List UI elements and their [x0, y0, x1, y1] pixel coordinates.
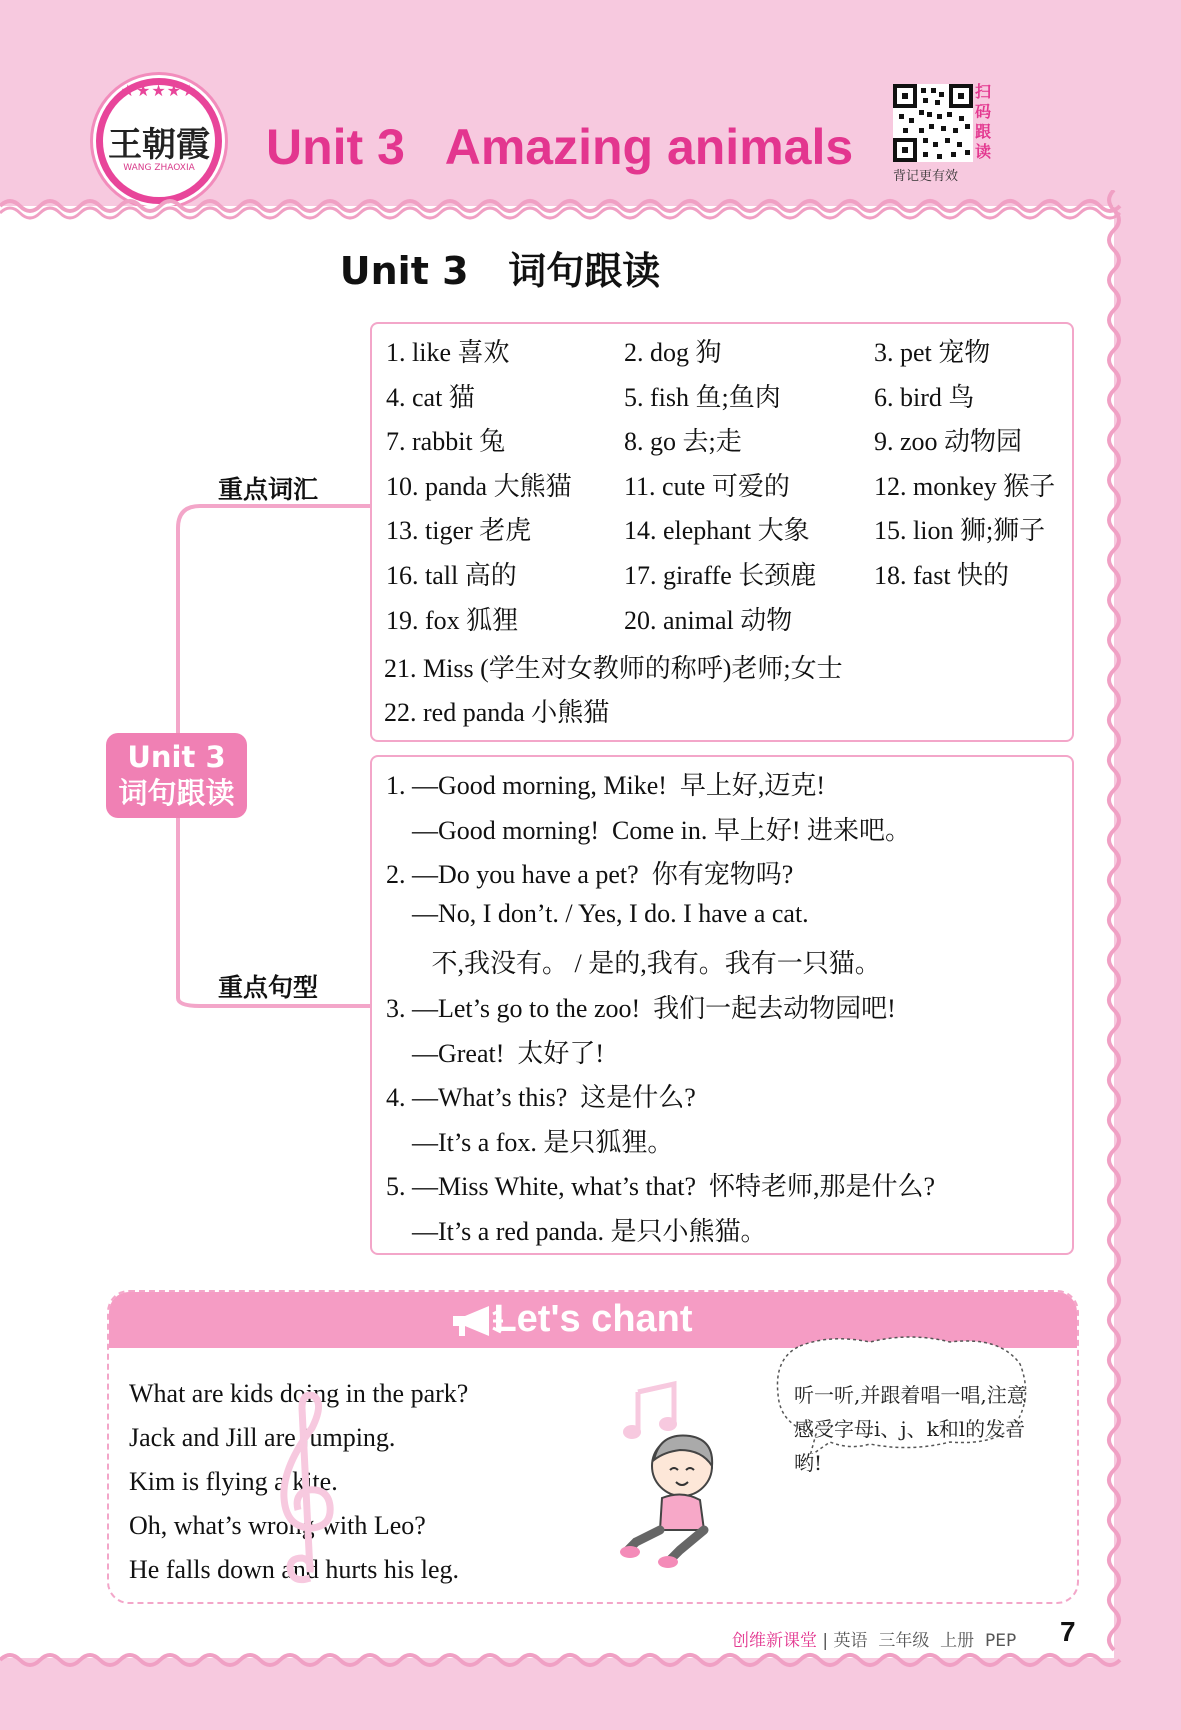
sentence-line: 2. —Do you have a pet? 你有宠物吗? — [386, 860, 794, 890]
vocab-item: 21. Miss (学生对女教师的称呼)老师;女士 — [384, 654, 843, 683]
vocab-item: 22. red panda 小熊猫 — [384, 698, 610, 727]
wave-border-bottom — [0, 1646, 1181, 1680]
speech-bubble-text: 听一听,并跟着唱一唱,注意感受字母i、j、k和l的发音哟! — [794, 1383, 1027, 1475]
vocab-item: 10. panda 大熊猫 — [386, 471, 572, 501]
qr-caption: 背记更有效 — [893, 169, 959, 184]
qr-label-char: 扫 — [975, 82, 992, 101]
vocab-item: 16. tall 高的 — [386, 561, 517, 590]
vocab-item: 18. fast 快的 — [874, 561, 1010, 590]
chant-line: Oh, what’s wrong with Leo? — [129, 1511, 426, 1540]
footer-info — [732, 1626, 1016, 1651]
sentence-line: —Great! 太好了! — [386, 1038, 605, 1068]
vocab-item: 13. tiger 老虎 — [386, 516, 532, 546]
mindmap-center — [106, 733, 247, 818]
vocab-item: 8. go 去;走 — [624, 427, 742, 457]
mindmap-center-line1: Unit 3 — [127, 740, 226, 774]
sentences-box — [370, 755, 1074, 1255]
wave-border-top — [0, 186, 1181, 220]
logo-text: 王朝霞 — [108, 125, 210, 165]
qr-label-char: 码 — [975, 102, 992, 121]
footer-brand: 创维新课堂 — [732, 1631, 817, 1651]
vocab-item: 19. fox 狐狸 — [386, 605, 519, 635]
vocabulary-box — [370, 322, 1074, 742]
logo-stars: ★★★★★ — [120, 81, 198, 100]
vocab-item: 7. rabbit 兔 — [386, 427, 506, 457]
footer-course: | 英语 三年级 上册 PEP — [817, 1631, 1017, 1651]
vocab-item: 17. giraffe 长颈鹿 — [624, 561, 817, 590]
vocab-item: 11. cute 可爱的 — [624, 471, 790, 501]
vocab-item: 4. cat 猫 — [386, 382, 475, 412]
vocab-item: 9. zoo 动物园 — [874, 427, 1023, 457]
logo-subtext: WANG ZHAOXIA — [123, 163, 195, 173]
sentence-line: 4. —What’s this? 这是什么? — [386, 1083, 696, 1113]
mindmap-center-line2: 词句跟读 — [118, 776, 235, 810]
vocab-item: 20. animal 动物 — [624, 605, 793, 635]
vocab-item: 14. elephant 大象 — [624, 516, 810, 546]
section-title: Unit 3 词句跟读 — [339, 249, 661, 293]
chant-line: He falls down and hurts his leg. — [129, 1555, 460, 1584]
sentence-line: —It’s a red panda. 是只小熊猫。 — [386, 1217, 767, 1246]
chant-line: Kim is flying a kite. — [129, 1467, 338, 1496]
chant-line: What are kids doing in the park? — [129, 1379, 469, 1408]
vocab-item: 15. lion 狮;狮子 — [874, 516, 1046, 546]
treble-clef-icon — [272, 1388, 342, 1588]
sentence-line: —Good morning! Come in. 早上好! 进来吧。 — [386, 815, 912, 845]
qr-label-char: 读 — [975, 142, 992, 161]
sentence-line: 5. —Miss White, what’s that? 怀特老师,那是什么? — [386, 1172, 936, 1202]
chant-line: Jack and Jill are jumping. — [129, 1423, 396, 1452]
qr-label-char: 跟 — [975, 122, 992, 141]
wave-border-right — [1100, 190, 1140, 1660]
unit-title: Unit 3 Amazing animals — [266, 119, 854, 175]
vocab-item: 6. bird 鸟 — [874, 382, 975, 412]
vocab-branch-label: 重点词汇 — [218, 475, 319, 504]
qr-code[interactable] — [893, 84, 973, 162]
vocab-item: 2. dog 狗 — [624, 338, 722, 367]
qr-label — [975, 82, 995, 162]
sentence-line: 不,我没有。 / 是的,我有。我有一只猫。 — [386, 949, 881, 979]
chant-title: Let's chant — [493, 1298, 693, 1340]
vocab-item: 1. like 喜欢 — [386, 338, 510, 367]
sentence-line: —It’s a fox. 是只狐狸。 — [386, 1127, 674, 1157]
sentence-line: 3. —Let’s go to the zoo! 我们一起去动物园吧! — [386, 994, 896, 1023]
sitting-kid-illustration — [620, 1430, 730, 1570]
sentence-line: 1. —Good morning, Mike! 早上好,迈克! — [386, 771, 826, 800]
page-number: 7 — [1060, 1616, 1076, 1647]
sentence-line: —No, I don’t. / Yes, I do. I have a cat. — [386, 898, 809, 928]
sentence-branch-label: 重点句型 — [218, 973, 319, 1002]
vocab-item: 5. fish 鱼;鱼肉 — [624, 382, 781, 412]
vocab-item: 12. monkey 猴子 — [874, 471, 1056, 501]
vocab-item: 3. pet 宠物 — [874, 338, 991, 367]
